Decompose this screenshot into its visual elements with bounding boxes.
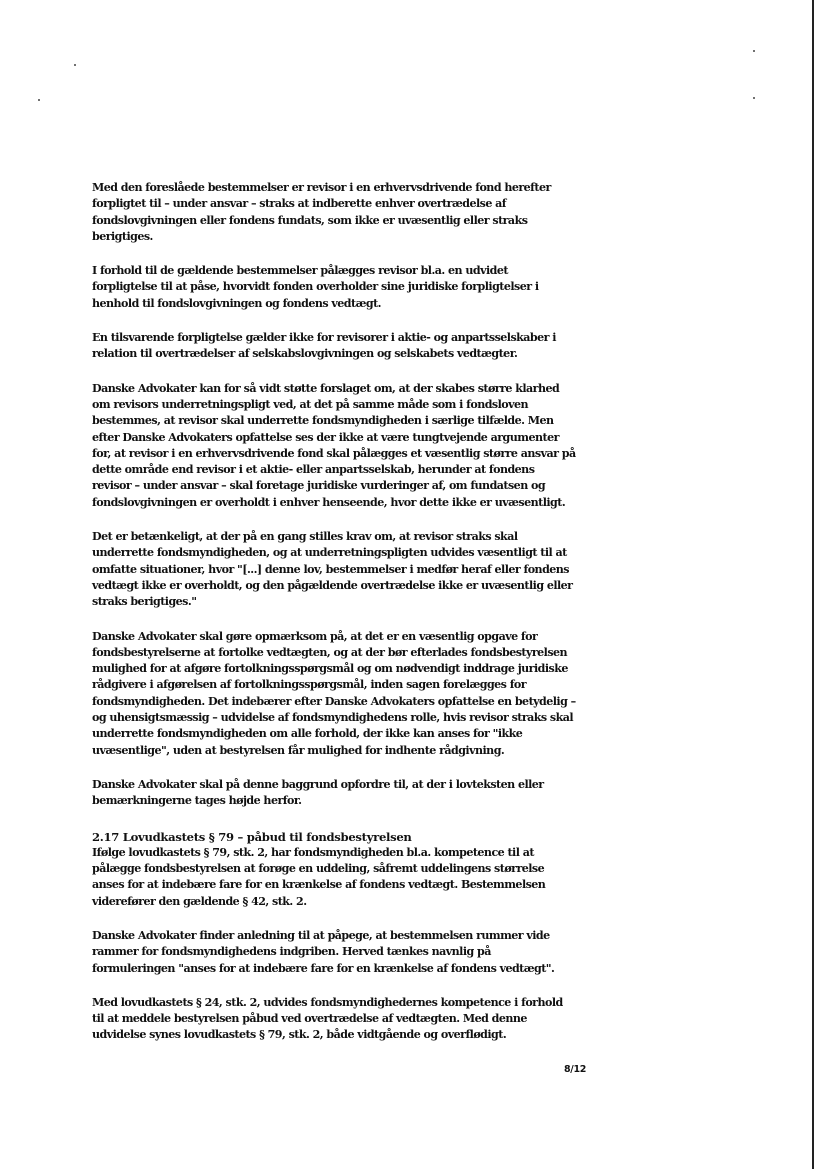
- page-number: 8/12: [564, 1064, 587, 1075]
- section-heading: 2.17 Lovudkastets § 79 – påbud til fondsbestyrelsen: [92, 829, 412, 844]
- body-paragraph: Danske Advokater skal gøre opmærksom på, at det er en væsentlig opgave for fondsbestyrelserne at fortolke vedtægten, og at der bør efterlades fondsbestyrelsen mulighed for at afgøre fortolkningsspørgsmål og om nødvendigt inddrage juridiske rådgivere i afgørelsen af fortolkningsspørgsmål, inden sagen forelægges for fondsmyndigheden. Det indebærer efter Danske Advokaters opfattelse en betydelig – og uhensigtsmæssig – udvidelse af fondsmyndighedens rolle, hvis revisor straks skal underrette fondsmyndigheden om alle forhold, der ikke kan anses for "ikke uvæsentlige", uden at bestyrelsen får mulighed for indhente rådgivning.: [92, 629, 576, 757]
- body-paragraph: Danske Advokater kan for så vidt støtte forslaget om, at der skabes større klarhed om revisors underretningspligt ved, at det på samme måde som i fondsloven bestemmes, at revisor skal underrette fondsmyndigheden i særlige tilfælde. Men efter Danske Advokaters opfattelse ses der ikke at være tungtvejende argumenter for, at revisor i en erhvervsdrivende fond skal pålægges et væsentlig større ansvar på dette område end revisor i et aktie- eller anpartsselskab, herunder at fondens revisor – under ansvar – skal foretage juridiske vurderinger af, om fundatsen og fondslovgivningen er overholdt i enhver henseende, hvor dette ikke er uvæsentligt.: [92, 381, 576, 509]
- scan-speck: [753, 97, 755, 99]
- body-paragraph: En tilsvarende forpligtelse gælder ikke for revisorer i aktie- og anpartsselskaber i relation til overtrædelser af selskabslovgivningen og selskabets vedtægter.: [92, 331, 556, 361]
- section-paragraph: Ifølge lovudkastets § 79, stk. 2, har fondsmyndigheden bl.a. kompetence til at pålægge fondsbestyrelsen at forøge en uddeling, såfremt uddelingens størrelse anses for at indebære fare for en krænkelse af fondens vedtægt. Bestemmelsen viderefører den gældende § 42, stk. 2.: [92, 845, 546, 908]
- scan-edge-line: [812, 0, 814, 1169]
- body-paragraph: Med den foreslåede bestemmelser er revisor i en erhvervsdrivende fond herefter forpligtet til – under ansvar – straks at indberette enhver overtrædelse af fondslovgivningen eller fondens fundats, som ikke er uvæsentlig eller straks berigtiges.: [92, 181, 551, 243]
- body-paragraph: I forhold til de gældende bestemmelser pålægges revisor bl.a. en udvidet forpligtelse til at påse, hvorvidt fonden overholder sine juridiske forpligtelser i henhold til fondslovgivningen og fondens vedtægt.: [92, 264, 539, 310]
- document-body: [92, 180, 576, 1044]
- scan-speck: [753, 50, 755, 52]
- scan-speck: [38, 99, 40, 101]
- section-paragraph: Med lovudkastets § 24, stk. 2, udvides fondsmyndighedernes kompetence i forhold til at meddele bestyrelsen påbud ved overtrædelse af vedtægten. Med denne udvidelse synes lovudkastets § 79, stk. 2, både vidtgående og overflødigt.: [92, 995, 563, 1042]
- body-paragraph: Danske Advokater skal på denne baggrund opfordre til, at der i lovteksten eller bemærkningerne tages højde herfor.: [92, 777, 544, 808]
- section-paragraph: Danske Advokater finder anledning til at påpege, at bestemmelsen rummer vide rammer for fondsmyndighedens indgriben. Herved tænkes navnlig på formuleringen "anses for at indebære fare for en krænkelse af fondens vedtægt".: [92, 928, 555, 975]
- body-paragraph: Det er betænkeligt, at der på en gang stilles krav om, at revisor straks skal underrette fondsmyndigheden, og at underretningspligten udvides væsentligt til at omfatte situationer, hvor "[...] denne lov, bestemmelser i medfør heraf eller fondens vedtægt ikke er overholdt, og den pågældende overtrædelse ikke er uvæsentlig eller straks berigtiges.": [92, 530, 573, 609]
- scan-speck: [74, 64, 76, 66]
